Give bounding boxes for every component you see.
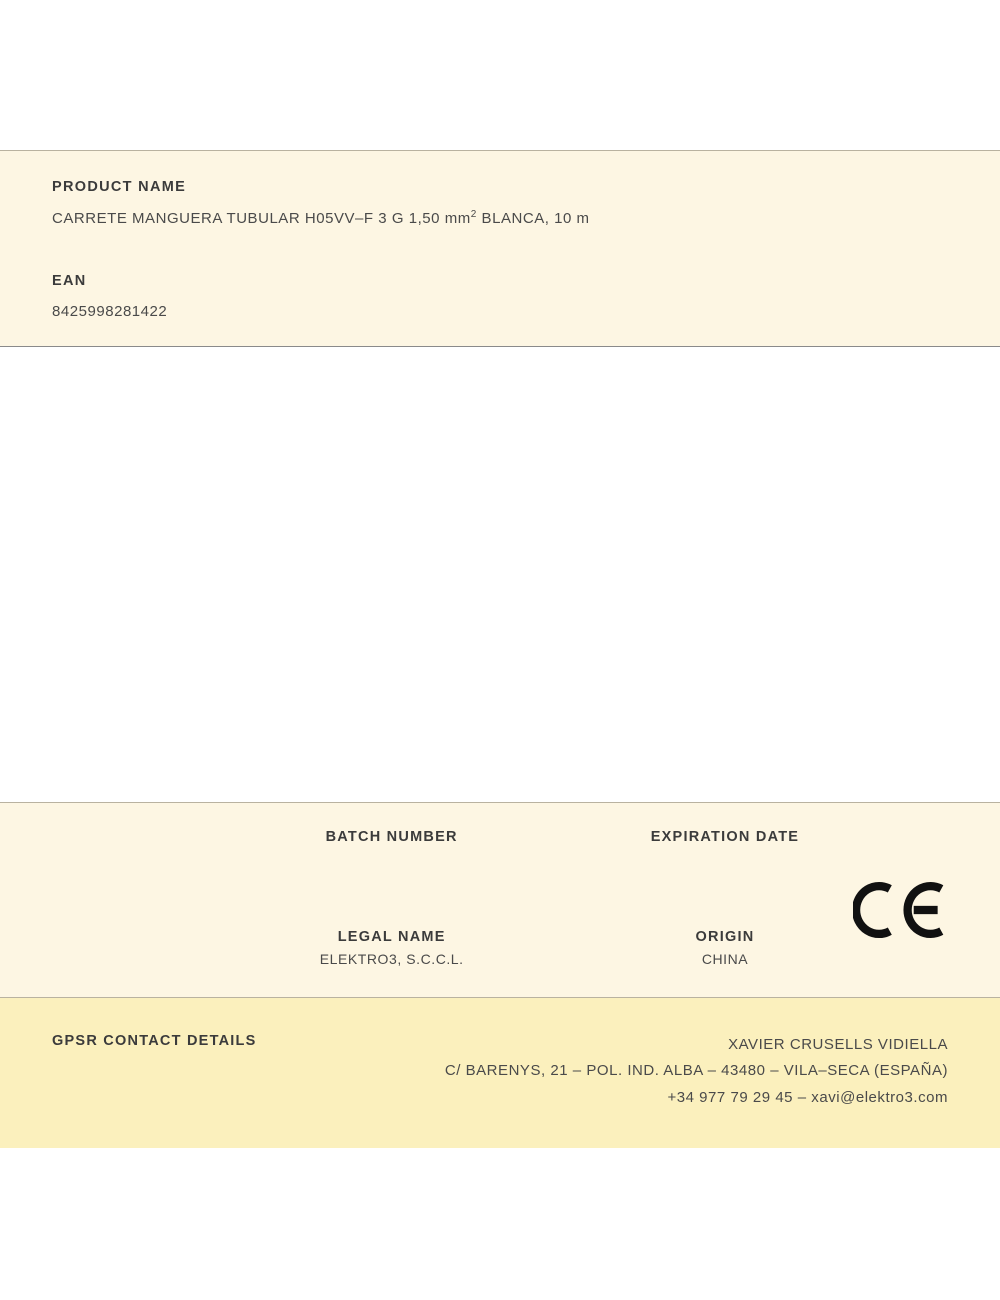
gpsr-contact-name: XAVIER CRUSELLS VIDIELLA [728,1036,948,1053]
batch-expiration-row [0,829,1000,869]
origin-value: CHINA [701,951,749,967]
product-name-superscript: 2 [470,209,477,220]
product-name-value-suffix: BLANCA, 10 m [476,210,590,227]
legal-name-cell [225,929,558,969]
legal-name-label: LEGAL NAME [337,929,446,945]
legal-origin-row [0,929,1000,969]
gpsr-contact-details [445,1032,948,1111]
gpsr-contact-label: GPSR CONTACT DETAILS [52,1033,257,1049]
product-name-field [52,179,948,227]
ce-marking-icon [853,879,945,941]
manufacturer-info-section [0,802,1000,998]
blank-content-area [0,347,1000,802]
product-name-value-text: CARRETE MANGUERA TUBULAR H05VV–F 3 G 1,50 mm [52,210,471,227]
legal-name-value: ELEKTRO3, S.C.C.L. [319,951,464,967]
product-name-label: PRODUCT NAME [52,179,187,195]
batch-number-label: BATCH NUMBER [325,829,458,845]
spacer-cell [0,829,225,869]
product-info-section [0,150,1000,347]
batch-number-value [225,851,558,869]
bottom-spacer [0,1148,1000,1300]
expiration-date-label: EXPIRATION DATE [650,829,800,845]
spacer-cell-2 [0,929,225,969]
origin-label: ORIGIN [695,929,755,945]
batch-number-cell [225,829,558,869]
gpsr-contact-phone-email: +34 977 79 29 45 – xavi@elektro3.com [667,1088,948,1106]
ean-field [52,273,948,320]
ean-value: 8425998281422 [52,303,168,320]
expiration-date-value [558,851,891,869]
expiration-date-cell [558,829,891,869]
top-spacer [0,0,1000,150]
gpsr-contact-section [0,998,1000,1148]
ean-label: EAN [52,273,87,289]
gpsr-contact-address: C/ BARENYS, 21 – POL. IND. ALBA – 43480 – VILA–SECA (ESPAÑA) [444,1062,948,1080]
origin-cell [558,929,891,969]
product-name-value [52,209,948,227]
